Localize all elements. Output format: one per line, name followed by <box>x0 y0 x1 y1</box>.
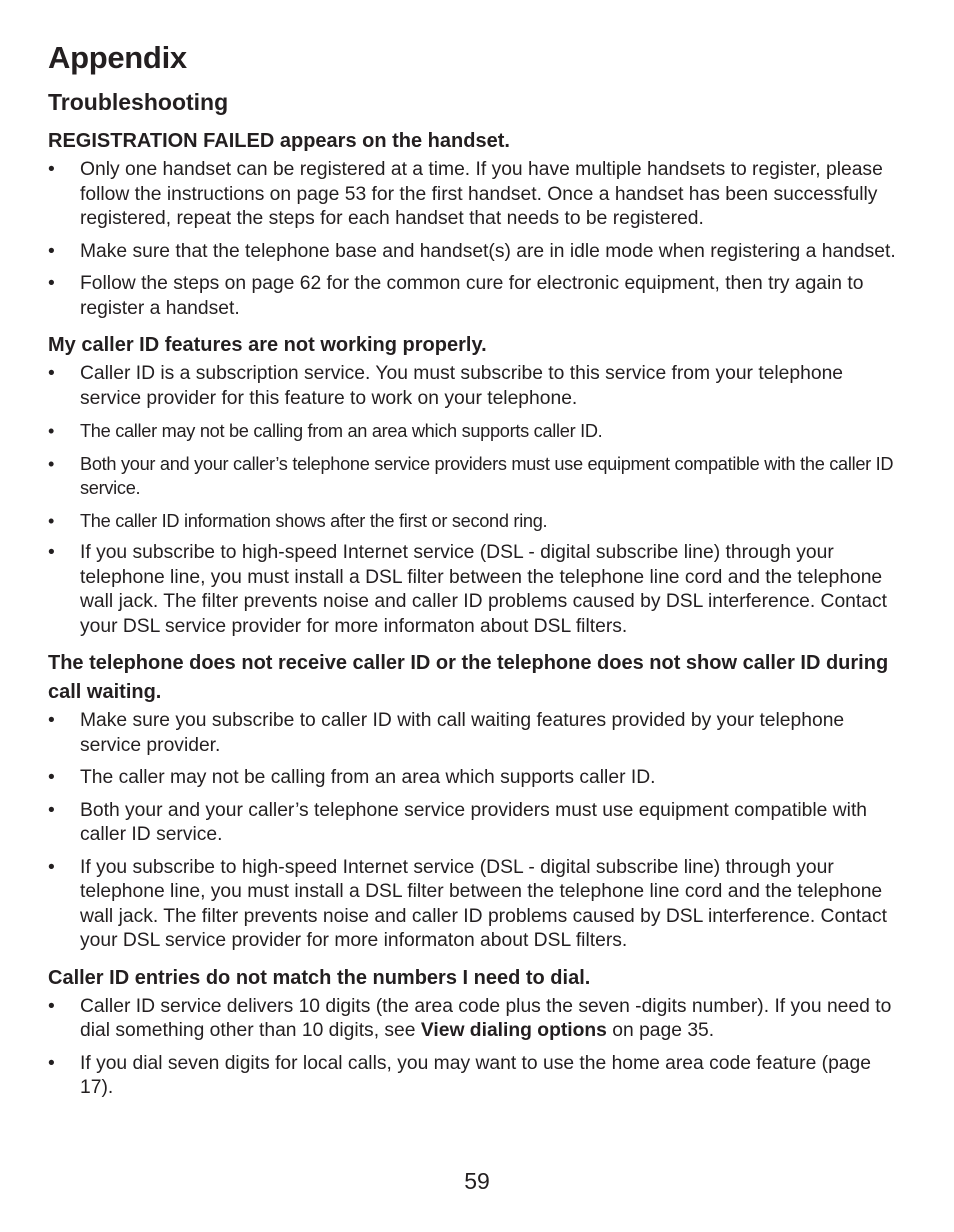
page-title: Appendix <box>48 40 187 75</box>
list-item: • If you subscribe to high-speed Internet service (DSL - digital subscribe line) through your telephone line, you must install a DSL filter between the telephone line cord and the telephone wall jack. The filter prevents noise and caller ID problems caused by DSL interference. Contact your DSL service provider for more informaton about DSL filters. <box>48 542 887 637</box>
bullet-icon: • <box>48 240 55 262</box>
document-page <box>48 38 908 1109</box>
bullet-icon: • <box>48 799 55 821</box>
bullet-icon: • <box>48 856 55 878</box>
problem-heading-caller-id: My caller ID features are not working properly. <box>48 334 487 356</box>
bullet-icon: • <box>48 995 55 1017</box>
list-item: • Caller ID service delivers 10 digits (the area code plus the seven -digits number). If you need to dial something other than 10 digits, see View dialing options on page 35. <box>48 995 892 1041</box>
list-item: • Both your and your caller’s telephone service providers must use equipment compatible with the caller ID service. <box>48 453 894 498</box>
bullet-icon: • <box>48 273 55 294</box>
list-item: • Make sure that the telephone base and handset(s) are in idle mode when registering a handset. <box>48 240 908 265</box>
solution-list-caller-id <box>48 362 908 639</box>
page-number: 59 <box>464 1168 490 1194</box>
list-item: • The caller may not be calling from an area which supports caller ID. <box>48 766 908 791</box>
bullet-icon: • <box>48 1052 55 1074</box>
bullet-icon: • <box>48 510 55 531</box>
problem-heading-registration: REGISTRATION FAILED appears on the handset. <box>48 130 510 152</box>
bullet-icon: • <box>48 363 55 384</box>
list-item: • Caller ID is a subscription service. You must subscribe to this service from your telephone service provider for this feature to work on your telephone. <box>48 363 844 409</box>
solution-list-dialing <box>48 995 908 1101</box>
list-item: • The caller ID information shows after the first or second ring. <box>48 509 908 534</box>
section-title: Troubleshooting <box>48 89 229 115</box>
list-item: • Follow the steps on page 62 for the common cure for electronic equipment, then try again to register a handset. <box>48 273 864 319</box>
bullet-icon: • <box>48 710 55 731</box>
bullet-icon: • <box>48 453 55 474</box>
bullet-icon: • <box>48 767 55 788</box>
list-item: • Only one handset can be registered at a time. If you have multiple handsets to register, please follow the instructions on page 53 for the first handset. Once a handset has been successfully registered, repeat the steps for each handset that needs to be registered. <box>48 159 883 229</box>
problem-heading-dialing: Caller ID entries do not match the numbers I need to dial. <box>48 966 591 989</box>
list-item: • If you subscribe to high-speed Internet service (DSL - digital subscribe line) through your telephone line, you must install a DSL filter between the telephone line cord and the telephone wall jack. The filter prevents noise and caller ID problems caused by DSL interference. Contact your DSL service provider for more informaton about DSL filters. <box>48 856 887 951</box>
bullet-icon: • <box>48 542 55 563</box>
solution-list-call-waiting <box>48 709 908 954</box>
solution-list-registration <box>48 158 908 321</box>
bullet-icon: • <box>48 159 55 180</box>
dialing-options-reference: View dialing options <box>420 1020 607 1041</box>
list-item: • If you dial seven digits for local calls, you may want to use the home area code feature (page 17). <box>48 1052 871 1098</box>
list-item: • Make sure you subscribe to caller ID with call waiting features provided by your telephone service provider. <box>48 710 845 756</box>
list-item: • The caller may not be calling from an area which supports caller ID. <box>48 419 908 444</box>
list-item: • Both your and your caller’s telephone service providers must use equipment compatible with caller ID service. <box>48 799 868 845</box>
problem-heading-call-waiting: The telephone does not receive caller ID or the telephone does not show caller ID during call waiting. <box>48 652 889 703</box>
bullet-icon: • <box>48 421 55 441</box>
